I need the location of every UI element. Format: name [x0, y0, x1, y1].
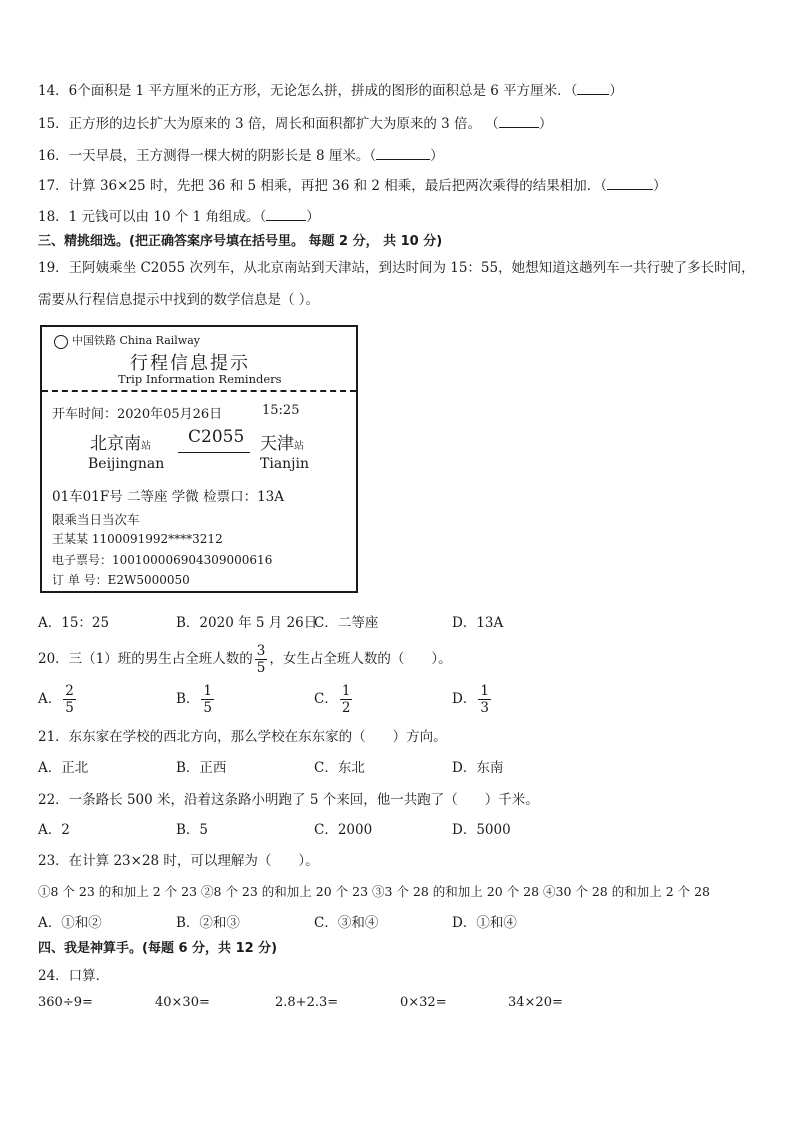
ticket-to-en: Tianjin — [260, 456, 310, 472]
question-text: 16．一天早晨，王方测得一棵大树的阴影长是 8 厘米。（ — [38, 148, 377, 164]
question-20: 20．三（1）班的男生占全班人数的 $\frac{3}{5}$ ，女生占全班人数的（ ）。 — [38, 643, 452, 676]
ticket-passenger: 王某某 1100091992****3212 — [52, 532, 223, 546]
question-text: 17．计算 36×25 时，先把 36 和 5 相乘，再把 36 和 2 相乘，最后把两次乘得的结果相加．（ — [38, 178, 608, 194]
option-a[interactable]: A．①和② — [38, 915, 102, 931]
ticket-train-number: C2055 — [188, 427, 245, 447]
option-a[interactable]: A． $\frac{2}{5}$ — [38, 683, 74, 716]
calc-item: 0×32= — [400, 995, 447, 1010]
ticket-from-en: Beijingnan — [88, 456, 165, 472]
option-b[interactable]: B．②和③ — [176, 915, 240, 931]
question-21: 21．东东家在学校的西北方向，那么学校在东东家的（ ）方向。 — [38, 729, 447, 745]
trip-ticket-image — [40, 325, 358, 593]
question-19-line2: 需要从行程信息提示中找到的数学信息是（ ）。 — [38, 292, 320, 308]
option-b[interactable]: B．5 — [176, 822, 209, 838]
answer-blank[interactable] — [376, 145, 430, 160]
question-text: 15．正方形的边长扩大为原来的 3 倍，周长和面积都扩大为原来的 3 倍。 （ — [38, 116, 499, 132]
option-d[interactable]: D．东南 — [452, 760, 504, 776]
calc-item: 34×20= — [508, 995, 563, 1010]
option-c[interactable]: C．东北 — [314, 760, 365, 776]
ticket-brand: 中国铁路 China Railway — [72, 334, 200, 347]
answer-blank[interactable] — [499, 113, 539, 128]
question-text: 18．1 元钱可以由 10 个 1 角组成。（ — [38, 209, 267, 225]
option-b[interactable]: B．正西 — [176, 760, 227, 776]
option-c[interactable]: C．二等座 — [314, 615, 379, 631]
ticket-eticket-number: 电子票号：100100006904309000616 — [52, 553, 273, 567]
option-a[interactable]: A．2 — [38, 822, 70, 838]
question-23-items: ①8 个 23 的和加上 2 个 23 ②8 个 23 的和加上 20 个 23 ③3 个 28 的和加上 20 个 28 ④30 个 28 的和加上 2 个 28 — [38, 884, 711, 899]
calc-item: 40×30= — [155, 995, 210, 1010]
ticket-order-number: 订 单 号：E2W5000050 — [52, 573, 190, 587]
fraction: $\frac{3}{5}$ — [256, 643, 266, 676]
option-d[interactable]: D．5000 — [452, 822, 511, 838]
section-heading-4: 四、我是神算手。(每题 6 分，共 12 分) — [38, 941, 278, 956]
option-a[interactable]: A．正北 — [38, 760, 89, 776]
question-24-title: 24．口算． — [38, 968, 110, 984]
option-d[interactable]: D．13A — [452, 615, 504, 631]
option-c[interactable]: C．2000 — [314, 822, 373, 838]
question-17: 17．计算 36×25 时，先把 36 和 5 相乘，再把 36 和 2 相乘，最后把两次乘得的结果相加．（ ） — [38, 175, 667, 196]
answer-blank[interactable] — [607, 175, 653, 190]
question-text: 14．6个面积是 1 平方厘米的正方形，无论怎么拼，拼成的图形的面积总是 6 平方厘米．（ — [38, 83, 578, 99]
question-16: 16．一天早晨，王方测得一棵大树的阴影长是 8 厘米。（ ） — [38, 145, 444, 166]
option-d[interactable]: D．①和④ — [452, 915, 517, 931]
ticket-title-en: Trip Information Reminders — [118, 372, 282, 386]
question-22: 22．一条路长 500 米，沿着这条路小明跑了 5 个来回，他一共跑了（ ）千米。 — [38, 792, 539, 808]
ticket-divider — [42, 390, 356, 392]
option-c[interactable]: C．③和④ — [314, 915, 379, 931]
ticket-depart-time: 15:25 — [262, 403, 300, 418]
option-b[interactable]: B．2020 年 5 月 26日 — [176, 615, 318, 631]
option-d[interactable]: D． $\frac{1}{3}$ — [452, 683, 489, 716]
question-14: 14．6个面积是 1 平方厘米的正方形，无论怎么拼，拼成的图形的面积总是 6 平方厘米．（ ） — [38, 80, 623, 101]
ticket-to-station: 天津站 — [260, 434, 304, 454]
question-15: 15．正方形的边长扩大为原来的 3 倍，周长和面积都扩大为原来的 3 倍。 （ ） — [38, 113, 552, 134]
ticket-from-station: 北京南站 — [90, 434, 151, 454]
calc-item: 2.8+2.3= — [275, 995, 339, 1010]
option-a[interactable]: A．15：25 — [38, 615, 110, 631]
answer-blank[interactable] — [266, 206, 306, 221]
question-18: 18．1 元钱可以由 10 个 1 角组成。（ ） — [38, 206, 320, 227]
question-23: 23．在计算 23×28 时，可以理解为（ ）。 — [38, 853, 319, 869]
option-b[interactable]: B． $\frac{1}{5}$ — [176, 683, 213, 716]
ticket-train-underline — [178, 452, 250, 453]
ticket-seat-info: 01车01F号 二等座 学微 检票口：13A — [52, 489, 285, 505]
option-c[interactable]: C． $\frac{1}{2}$ — [314, 683, 351, 716]
section-heading-3: 三、精挑细选。(把正确答案序号填在括号里。 每题 2 分， 共 10 分) — [38, 234, 443, 249]
ticket-title-cn: 行程信息提示 — [130, 353, 250, 374]
question-19-line1: 19．王阿姨乘坐 C2055 次列车，从北京南站到天津站，到达时间为 15：55，她想知道这趟列车一共行驶了多长时间， — [38, 260, 755, 276]
calc-item: 360÷9= — [38, 995, 93, 1010]
ticket-depart-date: 开车时间：2020年05月26日 — [52, 407, 223, 422]
china-railway-logo-icon — [54, 335, 68, 349]
ticket-note: 限乘当日当次车 — [52, 512, 140, 527]
answer-blank[interactable] — [577, 80, 609, 95]
